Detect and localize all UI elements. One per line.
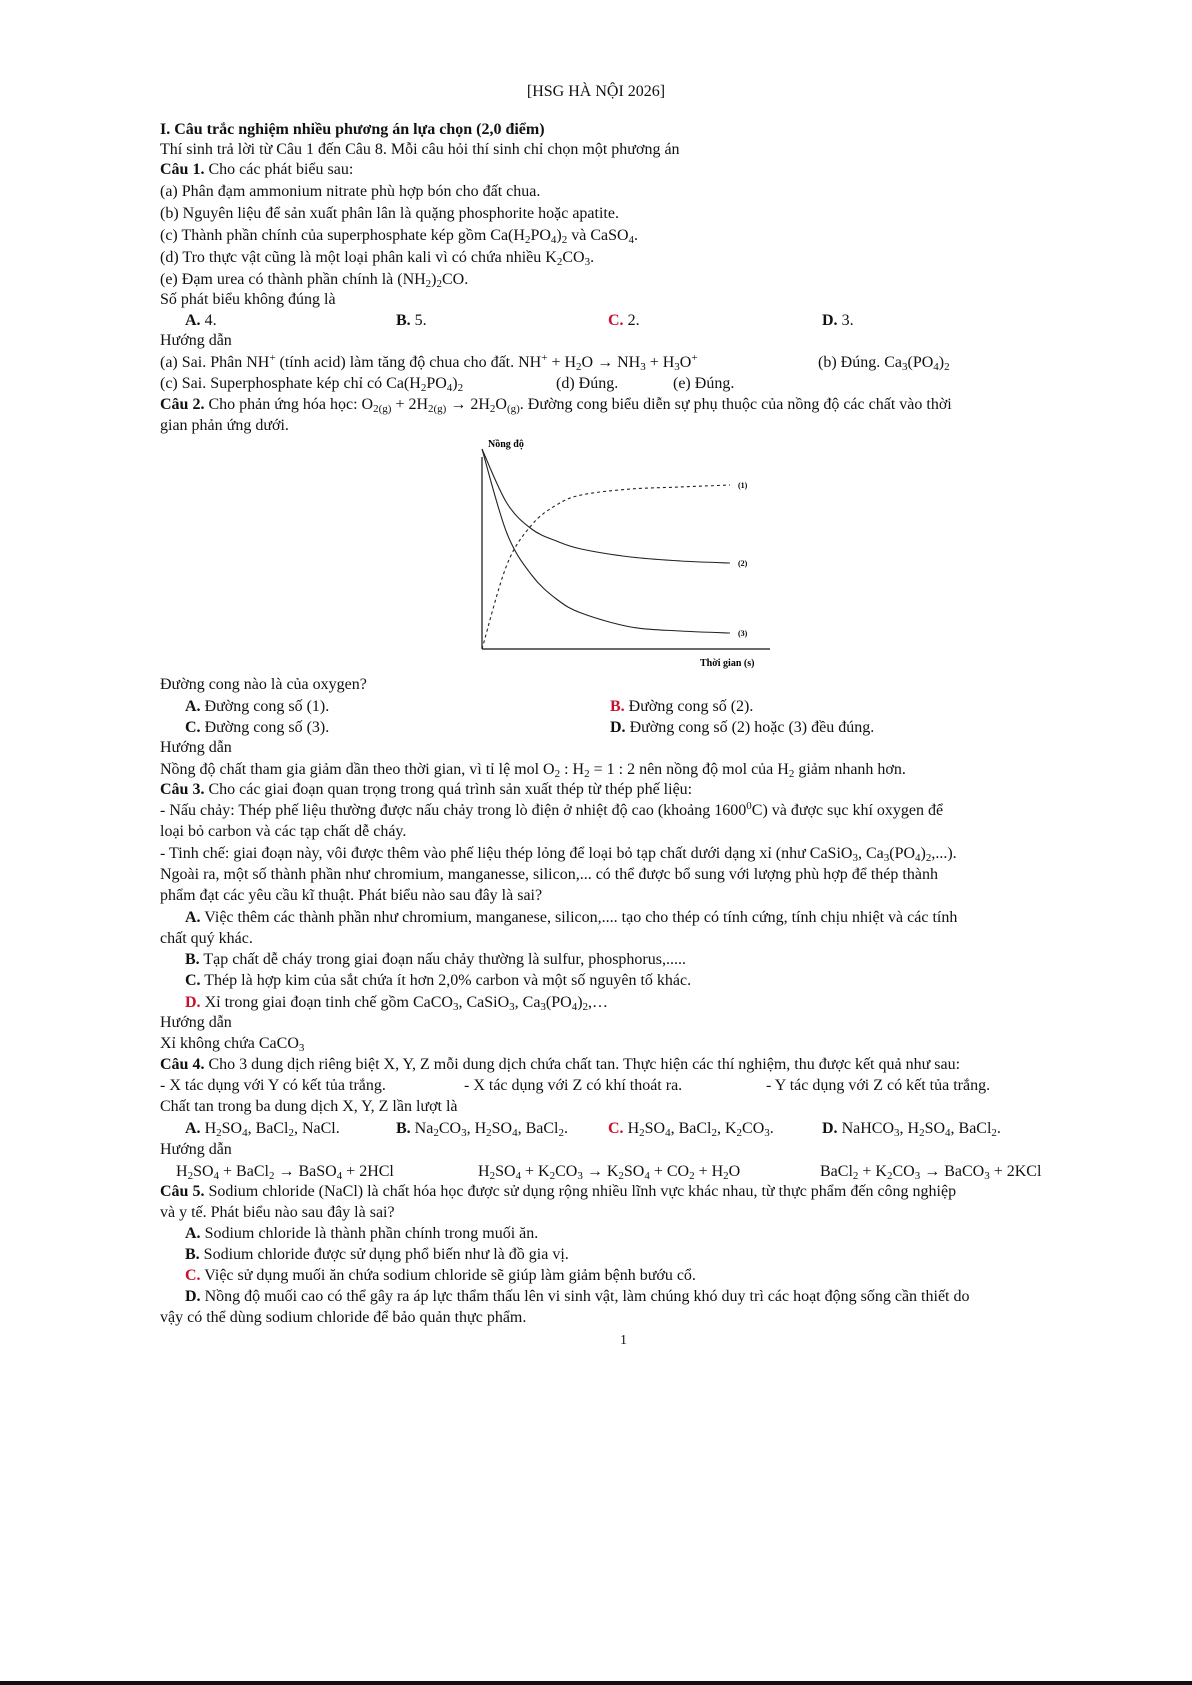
q3-option-c[interactable]: C. Thép là hợp kim của sắt chứa ít hơn 2,0% carbon và một số nguyên tố khác. [185,972,692,989]
q4-equation-3: BaCl$_2$ + $K_2CO_3$ → BaCO$_3$ + 2KCl [820,1163,1042,1182]
q2-guide-label: Hướng dẫn [160,739,232,756]
q2-question: Đường cong nào là của oxygen? [160,676,367,693]
q4-exp1: - X tác dụng với Y có kết tủa trắng. [160,1077,386,1094]
instruction: Thí sinh trả lời từ Câu 1 đến Câu 8. Mỗi câu hỏi thí sinh chỉ chọn một phương án [160,141,680,158]
q2-option-b[interactable]: B. Đường cong số (2). [610,698,754,715]
series-label-1: (1) [738,481,748,490]
page-header: [HSG HÀ NỘI 2026] [526,83,666,100]
q3-option-a-cont: chất quý khác. [160,930,253,947]
q1-statement-a: (a) Phân đạm ammonium nitrate phù hợp bón cho đất chua. [160,183,541,200]
q1-guide-b: (b) Đúng. $Ca_3(PO_4)_2$ [818,354,950,373]
q1-option-d[interactable]: D. 3. [822,312,854,329]
q5-option-d-cont: vậy có thể dùng sodium chloride để bảo quản thực phẩm. [160,1309,527,1326]
q2-stem: Câu 2. Cho phản ứng hóa học: $O_{2(g)} + 2H_{2(g)} \to 2H_2O_{(g)}$. Đường cong biểu diễn sự phụ thuộc của nồng độ các chất vào thời [160,396,952,415]
q1-option-a[interactable]: A. 4. [185,312,217,329]
q3-option-d[interactable]: D. Xỉ trong giai đoạn tinh chế gồm CaCO$_3$, CaSiO$_3$, $Ca_3(PO_4)_2,\dots$ [185,994,609,1013]
q2-guide: Nồng độ chất tham gia giảm dần theo thời gian, vì tỉ lệ mol $O_2$ : $H_2 = 1$ : 2 nên nồng độ mol của $H_2$ giảm nhanh hơn. [160,761,906,780]
q4-option-d[interactable]: D. NaHCO$_3$, $H_2SO_4$, BaCl$_2$. [822,1120,1001,1139]
q5-option-d[interactable]: D. Nồng độ muối cao có thể gây ra áp lực thẩm thấu lên vi sinh vật, làm chúng khó duy trì các hoạt động sống cần thiết do [185,1288,970,1305]
q4-equation-2: $H_2SO_4 + K_2CO_3 \to K_2SO_4 + CO_2 + H_2O$ [478,1163,741,1182]
q1-statement-c: (c) Thành phần chính của superphosphate kép gồm $Ca(H_2PO_4)_2$ và CaSO$_4$. [160,227,639,246]
q5-option-a[interactable]: A. Sodium chloride là thành phần chính trong muối ăn. [185,1225,539,1242]
q2-option-d[interactable]: D. Đường cong số (2) hoặc (3) đều đúng. [610,719,875,736]
q5-stem: Câu 5. Sodium chloride (NaCl) là chất hóa học được sử dụng rộng nhiều lĩnh vực khác nhau, từ thực phẩm đến công nghiệp [160,1183,957,1200]
concentration-chart [470,437,800,673]
q4-stem: Câu 4. Cho 3 dung dịch riêng biệt X, Y, Z mỗi dung dịch chứa chất tan. Thực hiện các thí nghiệm, thu được kết quả như sau: [160,1056,961,1073]
q3-option-b[interactable]: B. Tạp chất dễ cháy trong giai đoạn nấu chảy thường là sulfur, phosphorus,..... [185,951,686,968]
series-line-2 [482,449,730,563]
q4-exp2: - X tác dụng với Z có khí thoát ra. [464,1077,683,1094]
q1-guide-e: (e) Đúng. [673,375,735,392]
q3-refining-line3: phẩm đạt các yêu cầu kĩ thuật. Phát biểu nào sau đây là sai? [160,887,543,904]
q1-option-b[interactable]: B. 5. [396,312,427,329]
x-axis-label: Thời gian (s) [700,658,755,669]
q4-option-a[interactable]: A. $H_2SO_4$, BaCl$_2$, NaCl. [185,1120,340,1139]
q3-refining-line1: - Tinh chế: giai đoạn này, vôi được thêm vào phế liệu thép lỏng để loại bỏ tạp chất dưới dạng xỉ (như CaSiO$_3$, $Ca_3(PO_4)_2$,...). [160,845,957,864]
q5-stem-line2: và y tế. Phát biểu nào sau đây là sai? [160,1204,395,1221]
q1-statement-d: (d) Tro thực vật cũng là một loại phân kali vì có chứa nhiều $K_2CO_3$. [160,249,595,268]
q1-guide-c: (c) Sai. Superphosphate kép chỉ có $Ca(H_2PO_4)_2$ [160,375,464,394]
q1-guide-label: Hướng dẫn [160,332,232,349]
q4-option-c[interactable]: C. $H_2SO_4$, BaCl$_2$, $K_2CO_3$. [608,1120,774,1139]
q3-refining-line2: Ngoài ra, một số thành phần như chromium, manganesse, silicon,... có thể được bổ sung với lượng phù hợp để thép thành [160,866,938,883]
series-line-1 [482,485,730,649]
q1-stem: Câu 1. Cho các phát biểu sau: [160,161,354,178]
page-number: 1 [620,1333,627,1348]
q1-guide-line1: (a) Sai. Phân NH+ (tính acid) làm tăng độ chua cho đất. $NH^+ + H_2O \to NH_3 + H_3O^+$ [160,352,698,373]
series-label-2: (2) [738,559,748,568]
q3-guide-label: Hướng dẫn [160,1014,232,1031]
q5-option-b[interactable]: B. Sodium chloride được sử dụng phổ biến như là đồ gia vị. [185,1246,569,1263]
q3-melting-line1: - Nấu chảy: Thép phế liệu thường được nấu chảy trong lò điện ở nhiệt độ cao (khoảng 1600$^0$C) và được sục khí oxygen để [160,800,944,819]
q4-equation-1: $H_2SO_4$ + BaCl$_2$ → BaSO$_4$ + 2HCl [176,1163,394,1182]
q1-statement-b: (b) Nguyên liệu để sản xuất phân lân là quặng phosphorite hoặc apatite. [160,205,619,222]
q3-option-a[interactable]: A. Việc thêm các thành phần như chromium, manganese, silicon,.... tạo cho thép có tính cứng, tính chịu nhiệt và các tính [185,909,958,926]
q2-option-c[interactable]: C. Đường cong số (3). [185,719,330,736]
q5-option-c[interactable]: C. Việc sử dụng muối ăn chứa sodium chloride sẽ giúp làm giảm bệnh bướu cổ. [185,1267,696,1284]
bottom-rule [0,1681,1192,1685]
section-title: I. Câu trắc nghiệm nhiều phương án lựa chọn (2,0 điểm) [160,121,545,138]
series-label-3: (3) [738,629,748,638]
q4-question: Chất tan trong ba dung dịch X, Y, Z lần lượt là [160,1098,458,1115]
q3-melting-line2: loại bỏ carbon và các tạp chất dễ cháy. [160,823,407,840]
q1-question: Số phát biểu không đúng là [160,291,336,308]
q4-guide-label: Hướng dẫn [160,1141,232,1158]
q3-guide: Xỉ không chứa CaCO$_3$ [160,1035,305,1054]
q4-option-b[interactable]: B. $Na_2CO_3$, $H_2SO_4$, BaCl$_2$. [396,1120,568,1139]
q1-guide-d: (d) Đúng. [556,375,619,392]
series-layer [482,449,748,649]
q2-stem-line2: gian phản ứng dưới. [160,417,289,434]
q1-statement-e: (e) Đạm urea có thành phần chính là $(NH_2)_2CO$. [160,271,469,290]
q3-stem: Câu 3. Cho các giai đoạn quan trọng trong quá trình sản xuất thép từ thép phế liệu: [160,781,693,798]
q2-option-a[interactable]: A. Đường cong số (1). [185,698,330,715]
y-axis-label: Nồng độ [488,439,524,450]
q1-option-c[interactable]: C. 2. [608,312,640,329]
q4-exp3: - Y tác dụng với Z có kết tủa trắng. [766,1077,991,1094]
